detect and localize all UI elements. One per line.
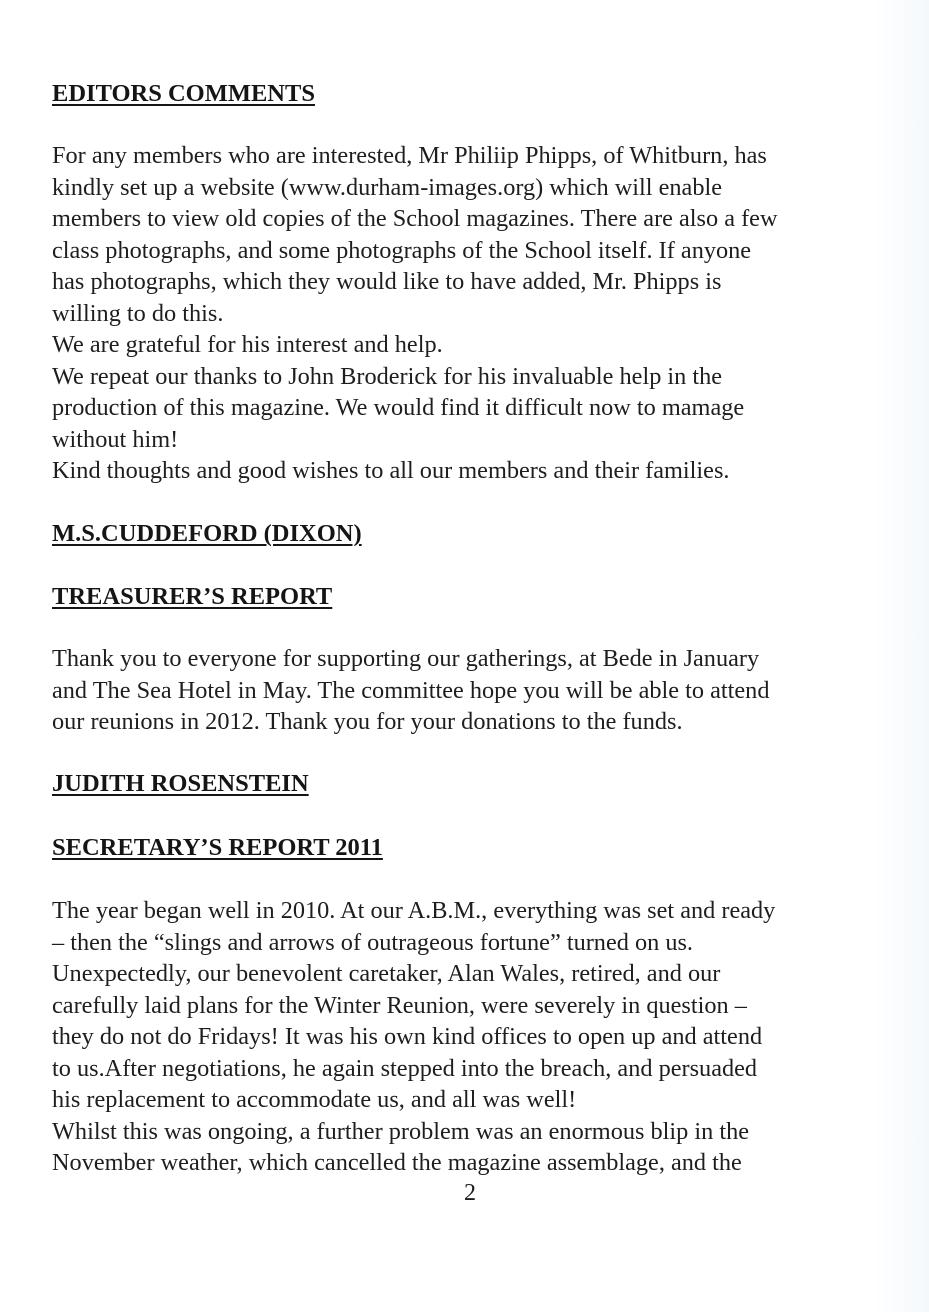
text-line: and The Sea Hotel in May. The committee hope you will be able to attend <box>52 676 770 704</box>
text-line: – then the “slings and arrows of outrageous fortune” turned on us. <box>52 928 694 956</box>
text-line: production of this magazine. We would find it difficult now to mamage <box>52 394 745 421</box>
text-line: without him! <box>52 425 179 453</box>
text-line: members to view old copies of the School magazines. There are also a few <box>52 205 778 232</box>
text-line: they do not do Fridays! It was his own kind offices to open up and attend <box>52 1023 763 1050</box>
treasurers-report-body <box>52 643 769 738</box>
text-line: class photographs, and some photographs of the School itself. If anyone <box>52 236 752 264</box>
editors-comments-heading: EDITORS COMMENTS <box>52 80 315 107</box>
text-line: We repeat our thanks to John Broderick for his invaluable help in the <box>52 362 723 390</box>
treasurers-report-heading: TREASURER’S REPORT <box>52 583 333 610</box>
text-line: willing to do this. <box>52 299 224 327</box>
page-number: 2 <box>464 1180 476 1206</box>
text-line: Kind thoughts and good wishes to all our members and their families. <box>52 457 730 484</box>
text-line: Whilst this was ongoing, a further problem was an enormous blip in the <box>52 1117 750 1145</box>
text-line: The year began well in 2010. At our A.B.M., everything was set and ready <box>52 897 776 924</box>
secretarys-report-heading: SECRETARY’S REPORT 2011 <box>52 834 383 861</box>
text-line: has photographs, which they would like to have added, Mr. Phipps is <box>52 268 722 295</box>
text-line: November weather, which cancelled the magazine assemblage, and the <box>52 1149 742 1176</box>
text-line: For any members who are interested, Mr Philiip Phipps, of Whitburn, has <box>52 142 767 169</box>
treasurer-signature: JUDITH ROSENSTEIN <box>52 770 309 797</box>
editor-signature: M.S.CUDDEFORD (DIXON) <box>52 520 362 547</box>
text-line: kindly set up a website (www.durham-images.org) which will enable <box>52 173 723 201</box>
text-line: to us.After negotiations, he again stepped into the breach, and persuaded <box>52 1054 758 1082</box>
text-line: our reunions in 2012. Thank you for your donations to the funds. <box>52 708 683 735</box>
text-line: We are grateful for his interest and help. <box>52 331 443 358</box>
text-line: Unexpectedly, our benevolent caretaker, Alan Wales, retired, and our <box>52 960 721 987</box>
secretarys-report-body <box>52 895 775 1179</box>
text-line: Thank you to everyone for supporting our gatherings, at Bede in January <box>52 645 760 672</box>
text-line: his replacement to accommodate us, and all was well! <box>52 1086 577 1113</box>
text-line: carefully laid plans for the Winter Reunion, were severely in question – <box>52 991 747 1019</box>
editors-comments-body <box>52 140 778 487</box>
